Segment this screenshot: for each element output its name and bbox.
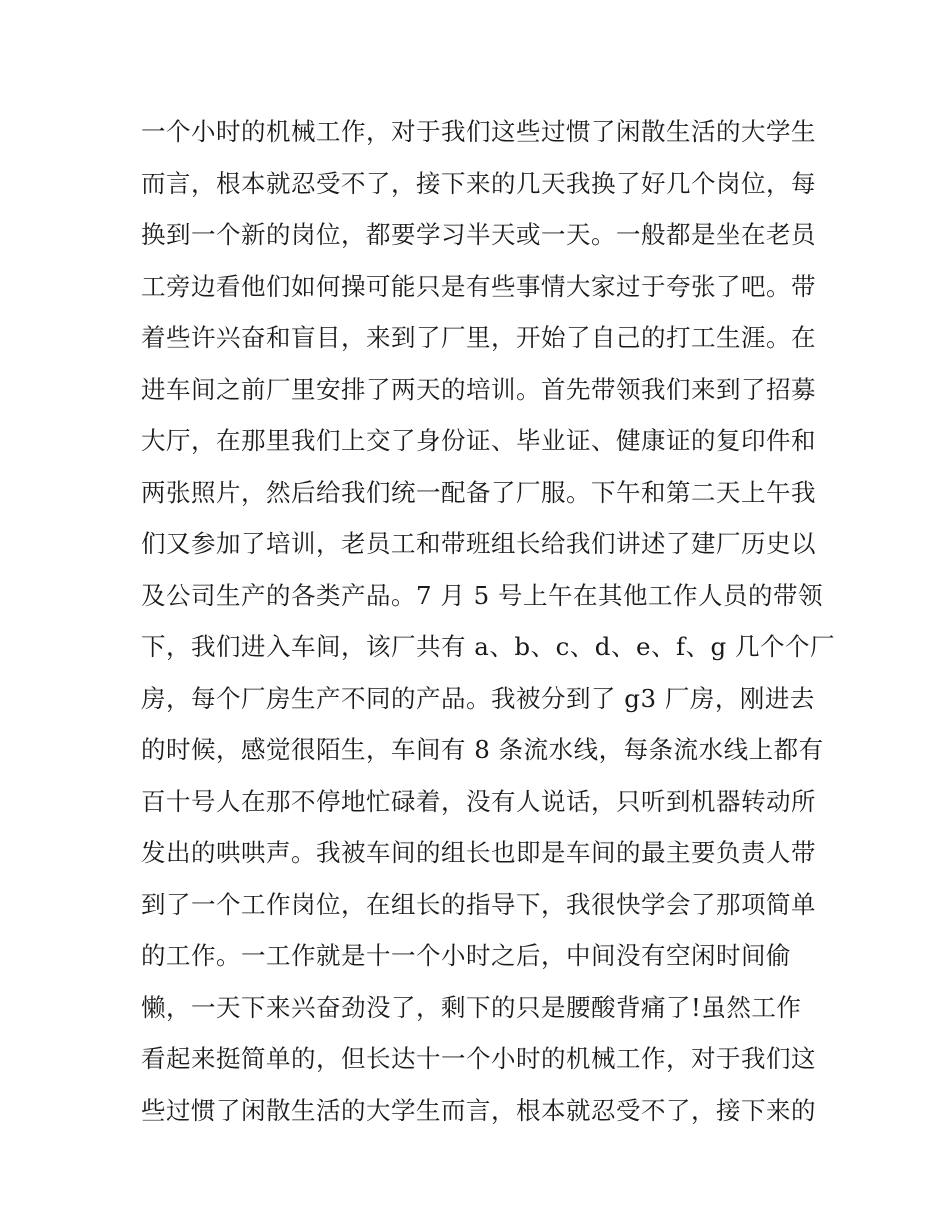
text-line: 换到一个新的岗位，都要学习半天或一天。一般都是坐在老员 bbox=[141, 220, 816, 249]
text-line: 发出的哄哄声。我被车间的组长也即是车间的最主要负责人带 bbox=[141, 838, 816, 867]
body-text bbox=[141, 106, 836, 1136]
text-line: 百十号人在那不停地忙碌着，没有人说话，只听到机器转动所 bbox=[141, 786, 816, 816]
text-line: 的时候，感觉很陌生，车间有 8 条流水线，每条流水线上都有 bbox=[141, 735, 824, 764]
text-line: 一个小时的机械工作，对于我们这些过惯了闲散生活的大学生 bbox=[141, 117, 816, 146]
text-line: 而言，根本就忍受不了，接下来的几天我换了好几个岗位，每 bbox=[141, 168, 816, 198]
text-line: 的工作。一工作就是十一个小时之后，中间没有空闲时间偷 bbox=[141, 941, 791, 970]
text-line: 着些许兴奋和盲目，来到了厂里，开始了自己的打工生涯。在 bbox=[141, 323, 816, 352]
text-line: 工旁边看他们如何操可能只是有些事情大家过于夸张了吧。带 bbox=[141, 271, 816, 301]
text-line: 看起来挺简单的，但长达十一个小时的机械工作，对于我们这 bbox=[141, 1044, 816, 1073]
text-line: 到了一个工作岗位，在组长的指导下，我很快学会了那项简单 bbox=[141, 889, 816, 919]
text-line: 大厅，在那里我们上交了身份证、毕业证、健康证的复印件和 bbox=[141, 426, 816, 455]
text-line: 下，我们进入车间，该厂共有 a、b、c、d、e、f、g 几个个厂 bbox=[141, 632, 836, 661]
text-line: 房，每个厂房生产不同的产品。我被分到了 g3 厂房，刚进去 bbox=[141, 683, 815, 713]
text-line: 及公司生产的各类产品。7 月 5 号上午在其他工作人员的带领 bbox=[141, 580, 824, 610]
text-line: 们又参加了培训，老员工和带班组长给我们讲述了建厂历史以 bbox=[141, 529, 816, 558]
text-line: 懒，一天下来兴奋劲没了，剩下的只是腰酸背痛了!虽然工作 bbox=[141, 992, 802, 1022]
text-line: 进车间之前厂里安排了两天的培训。首先带领我们来到了招募 bbox=[141, 374, 816, 404]
text-line: 些过惯了闲散生活的大学生而言，根本就忍受不了，接下来的 bbox=[141, 1095, 816, 1125]
text-line: 两张照片，然后给我们统一配备了厂服。下午和第二天上午我 bbox=[141, 477, 816, 507]
